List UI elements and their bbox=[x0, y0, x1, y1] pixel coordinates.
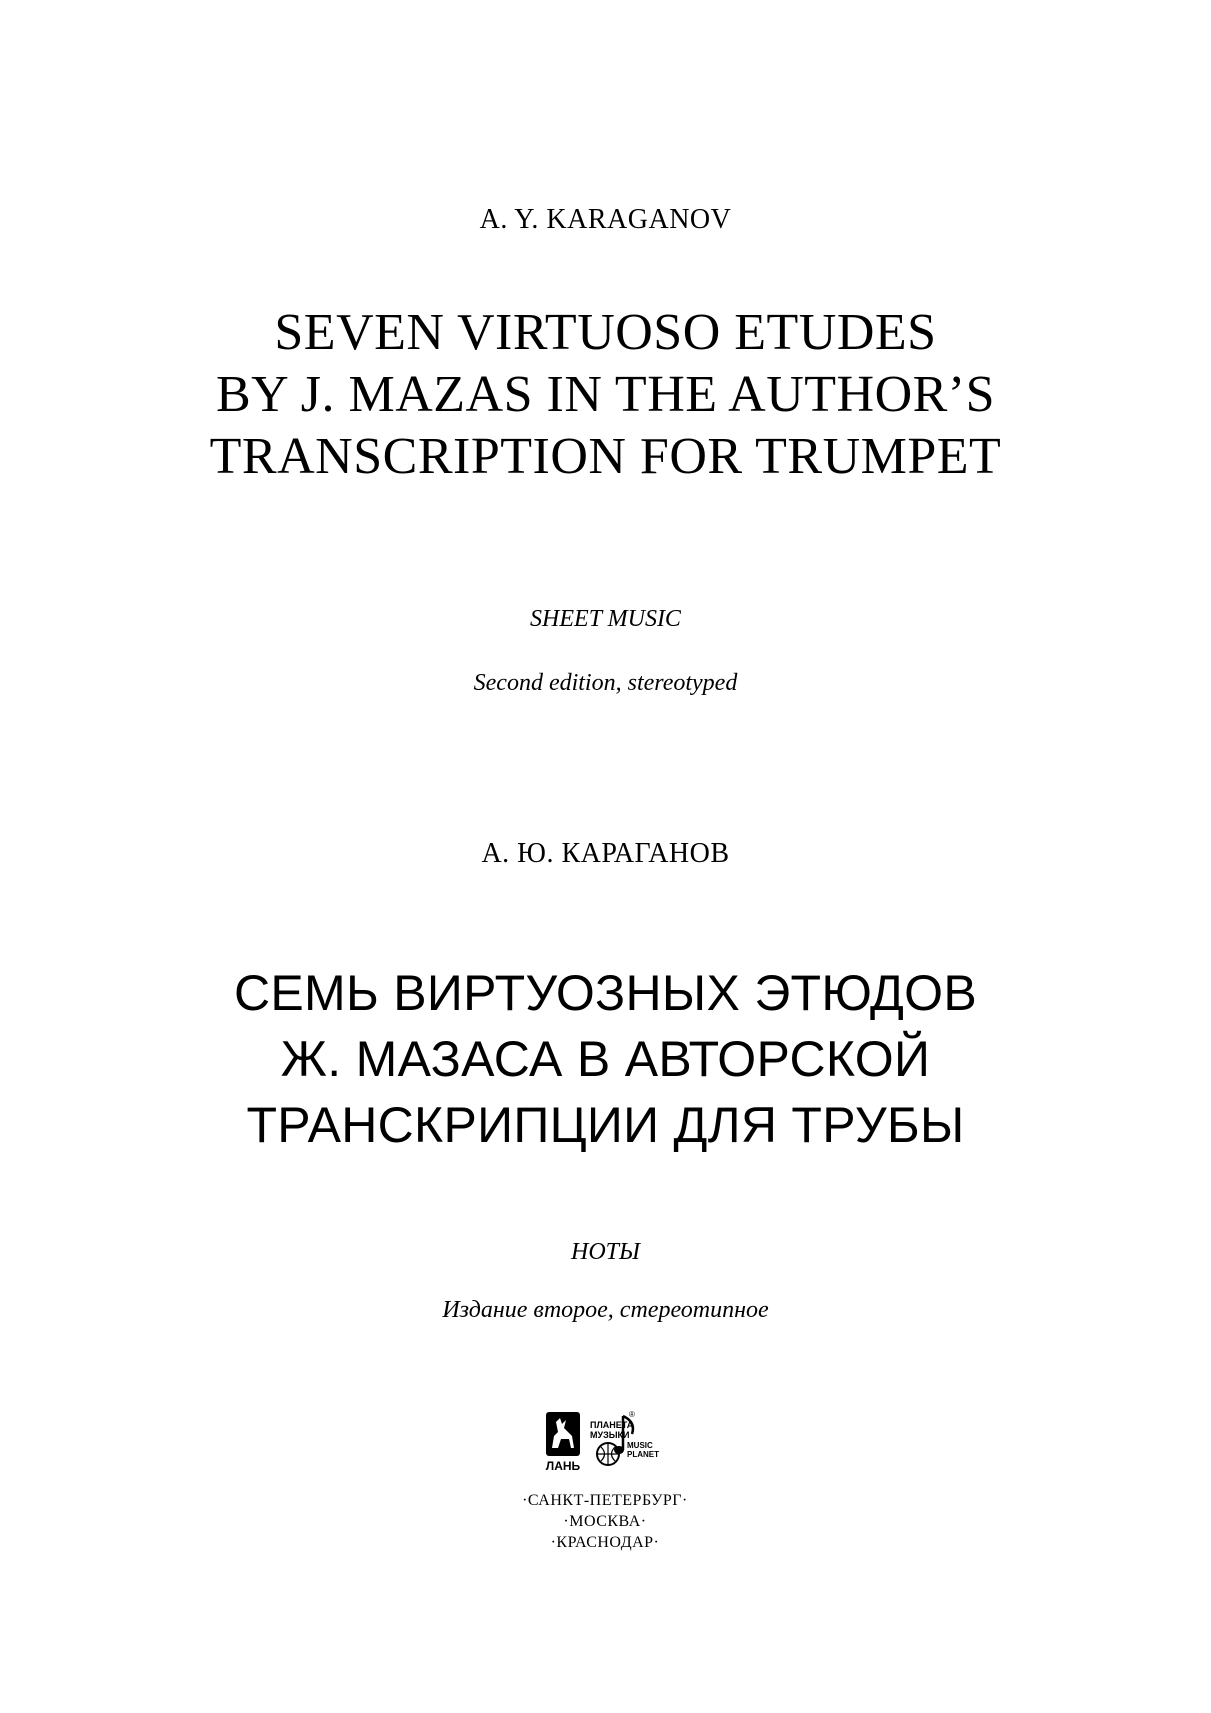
publisher-city-1: ·САНКТ-ПЕТЕРБУРГ· bbox=[522, 1492, 688, 1509]
russian-title-line-3: ТРАНСКРИПЦИИ ДЛЯ ТРУБЫ bbox=[246, 1097, 965, 1153]
publisher-city-2: ·МОСКВА· bbox=[563, 1513, 647, 1530]
planet-logo-text-1: ПЛАНЕТА bbox=[590, 1420, 634, 1430]
planet-logo-text-2: МУЗЫКИ bbox=[590, 1430, 630, 1440]
publisher-city-3: ·КРАСНОДАР· bbox=[550, 1534, 660, 1551]
music-planet-logo bbox=[590, 1410, 659, 1465]
publisher-logo-block bbox=[520, 1408, 690, 1558]
english-title-line-3: TRANSCRIPTION FOR TRUMPET bbox=[209, 428, 1002, 485]
english-author: A. Y. KARAGANOV bbox=[479, 204, 732, 235]
english-title-line-1: SEVEN VIRTUOSO ETUDES bbox=[274, 304, 937, 361]
english-subtitle: SHEET MUSIC bbox=[530, 606, 681, 632]
russian-author: А. Ю. КАРАГАНОВ bbox=[481, 838, 730, 869]
planet-logo-text-en-2: PLANET bbox=[627, 1450, 659, 1459]
lan-deer-icon bbox=[546, 1412, 580, 1456]
english-title-line-2: BY J. MAZAS IN THE AUTHOR’S bbox=[215, 366, 996, 423]
planet-logo-text-en-1: MUSIC bbox=[627, 1441, 653, 1450]
russian-title-line-2: Ж. МАЗАСА В АВТОРСКОЙ bbox=[280, 1031, 931, 1087]
russian-title-line-1: СЕМЬ ВИРТУОЗНЫХ ЭТЮДОВ bbox=[233, 965, 978, 1021]
lan-logo-text: ЛАНЬ bbox=[545, 1459, 581, 1473]
registered-mark-icon: ® bbox=[629, 1410, 635, 1419]
russian-edition: Издание второе, стереотипное bbox=[442, 1297, 769, 1323]
russian-subtitle: НОТЫ bbox=[571, 1239, 640, 1265]
english-edition: Second edition, stereotyped bbox=[473, 670, 738, 696]
publisher-logo bbox=[520, 1408, 690, 1488]
